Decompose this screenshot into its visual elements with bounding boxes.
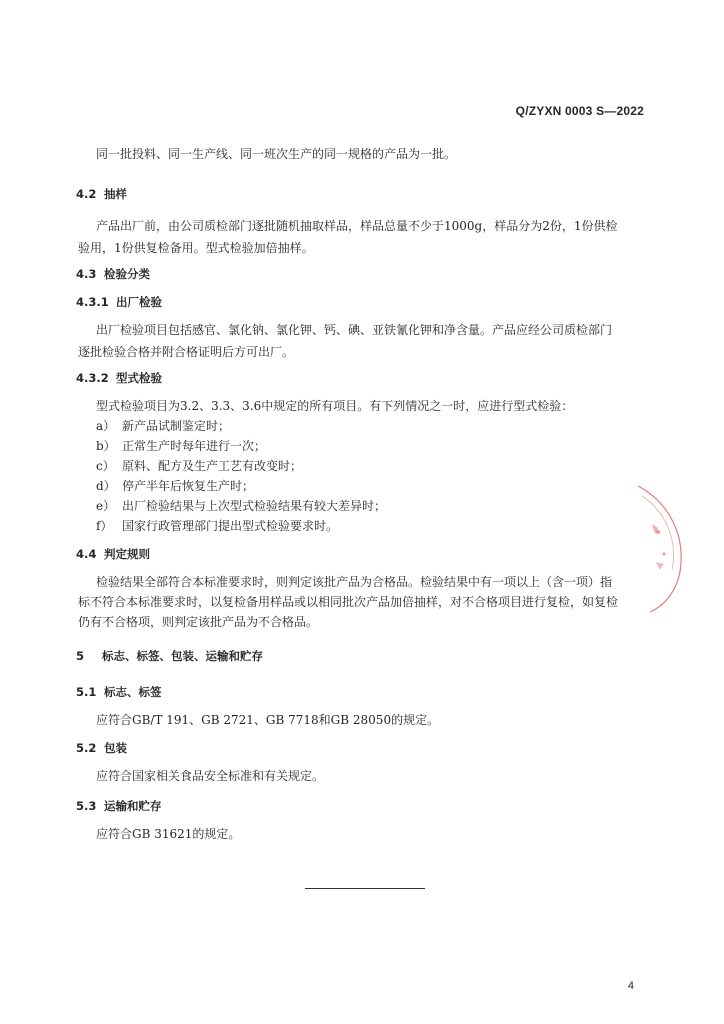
section-5-2-heading bbox=[76, 740, 127, 756]
list-item bbox=[96, 478, 254, 494]
list-item bbox=[96, 498, 386, 514]
page-number: 4 bbox=[627, 980, 634, 992]
judgment-line-1: 检验结果全部符合本标准要求时，则判定该批产品为合格品。检验结果中有一项以上（含一项）指 bbox=[96, 575, 613, 589]
section-4-4-heading bbox=[76, 546, 150, 562]
batch-definition: 同一批投料、同一生产线、同一班次生产的同一规格的产品为一批。 bbox=[96, 147, 457, 161]
factory-inspection-line-1: 出厂检验项目包括感官、氯化钠、氯化钾、钙、碘、亚铁氰化钾和净含量。产品应经公司质检部门 bbox=[96, 323, 613, 337]
list-item-label: d） bbox=[96, 479, 116, 493]
type-inspection-intro: 型式检验项目为3.2、3.3、3.6中规定的所有项目。有下列情况之一时，应进行型式检验： bbox=[96, 399, 574, 413]
section-title: 运输和贮存 bbox=[104, 799, 162, 813]
factory-inspection-line-2: 逐批检验合格并附合格证明后方可出厂。 bbox=[78, 345, 295, 359]
section-title: 判定规则 bbox=[104, 547, 150, 561]
section-number: 4.4 bbox=[76, 547, 97, 561]
section-title: 检验分类 bbox=[104, 267, 150, 281]
section-number: 4.3 bbox=[76, 267, 97, 281]
judgment-line-2: 标不符合本标准要求时，以复检备用样品或以相同批次产品加倍抽样，对不合格项目进行复检，如复检 bbox=[78, 595, 619, 609]
judgment-line-3: 仍有不合格项，则判定该批产品为不合格品。 bbox=[78, 615, 319, 629]
section-4-3-2-heading bbox=[76, 370, 162, 386]
section-5-1-heading bbox=[76, 684, 162, 700]
seal-stamp-fragment bbox=[628, 484, 688, 614]
list-item-label: a） bbox=[96, 419, 116, 433]
packaging-requirement: 应符合国家相关食品安全标准和有关规定。 bbox=[96, 769, 325, 783]
section-number: 4.2 bbox=[76, 187, 97, 201]
section-title: 包装 bbox=[104, 741, 127, 755]
section-title: 标志、标签、包装、运输和贮存 bbox=[102, 649, 263, 663]
list-item bbox=[96, 418, 230, 434]
list-item-label: b） bbox=[96, 439, 116, 453]
section-title: 抽样 bbox=[104, 187, 127, 201]
section-number: 4.3.2 bbox=[76, 371, 109, 385]
list-item-label: f） bbox=[96, 519, 113, 533]
section-number: 5.1 bbox=[76, 685, 97, 699]
list-item-text: 正常生产时每年进行一次； bbox=[122, 439, 267, 453]
section-title: 型式检验 bbox=[116, 371, 162, 385]
sampling-paragraph-line-1: 产品出厂前，由公司质检部门逐批随机抽取样品，样品总量不少于1000g，样品分为2份，1份供检 bbox=[96, 219, 618, 233]
section-number: 5.2 bbox=[76, 741, 97, 755]
list-item bbox=[96, 438, 266, 454]
labeling-requirement: 应符合GB/T 191、GB 2721、GB 7718和GB 28050的规定。 bbox=[96, 713, 440, 727]
list-item-text: 出厂检验结果与上次型式检验结果有较大差异时； bbox=[122, 499, 387, 513]
section-number: 5 bbox=[76, 649, 85, 663]
list-item-label: e） bbox=[96, 499, 116, 513]
section-5-heading bbox=[76, 648, 263, 664]
section-4-3-1-heading bbox=[76, 294, 162, 310]
section-number: 4.3.1 bbox=[76, 295, 109, 309]
list-item-text: 新产品试制鉴定时； bbox=[122, 419, 231, 433]
section-5-3-heading bbox=[76, 798, 162, 814]
section-title: 出厂检验 bbox=[116, 295, 162, 309]
transport-storage-requirement: 应符合GB 31621的规定。 bbox=[96, 827, 241, 841]
section-number: 5.3 bbox=[76, 799, 97, 813]
end-rule bbox=[305, 888, 425, 889]
list-item-text: 停产半年后恢复生产时； bbox=[122, 479, 255, 493]
list-item-label: c） bbox=[96, 459, 115, 473]
document-number: Q/ZYXN 0003 S—2022 bbox=[515, 104, 644, 118]
list-item bbox=[96, 518, 338, 534]
section-4-2-heading bbox=[76, 186, 127, 202]
list-item bbox=[96, 458, 302, 474]
list-item-text: 原料、配方及生产工艺有改变时； bbox=[122, 459, 303, 473]
sampling-paragraph-line-2: 验用，1份供复检备用。型式检验加倍抽样。 bbox=[78, 241, 314, 255]
section-4-3-heading bbox=[76, 266, 150, 282]
section-title: 标志、标签 bbox=[104, 685, 162, 699]
list-item-text: 国家行政管理部门提出型式检验要求时。 bbox=[122, 519, 339, 533]
